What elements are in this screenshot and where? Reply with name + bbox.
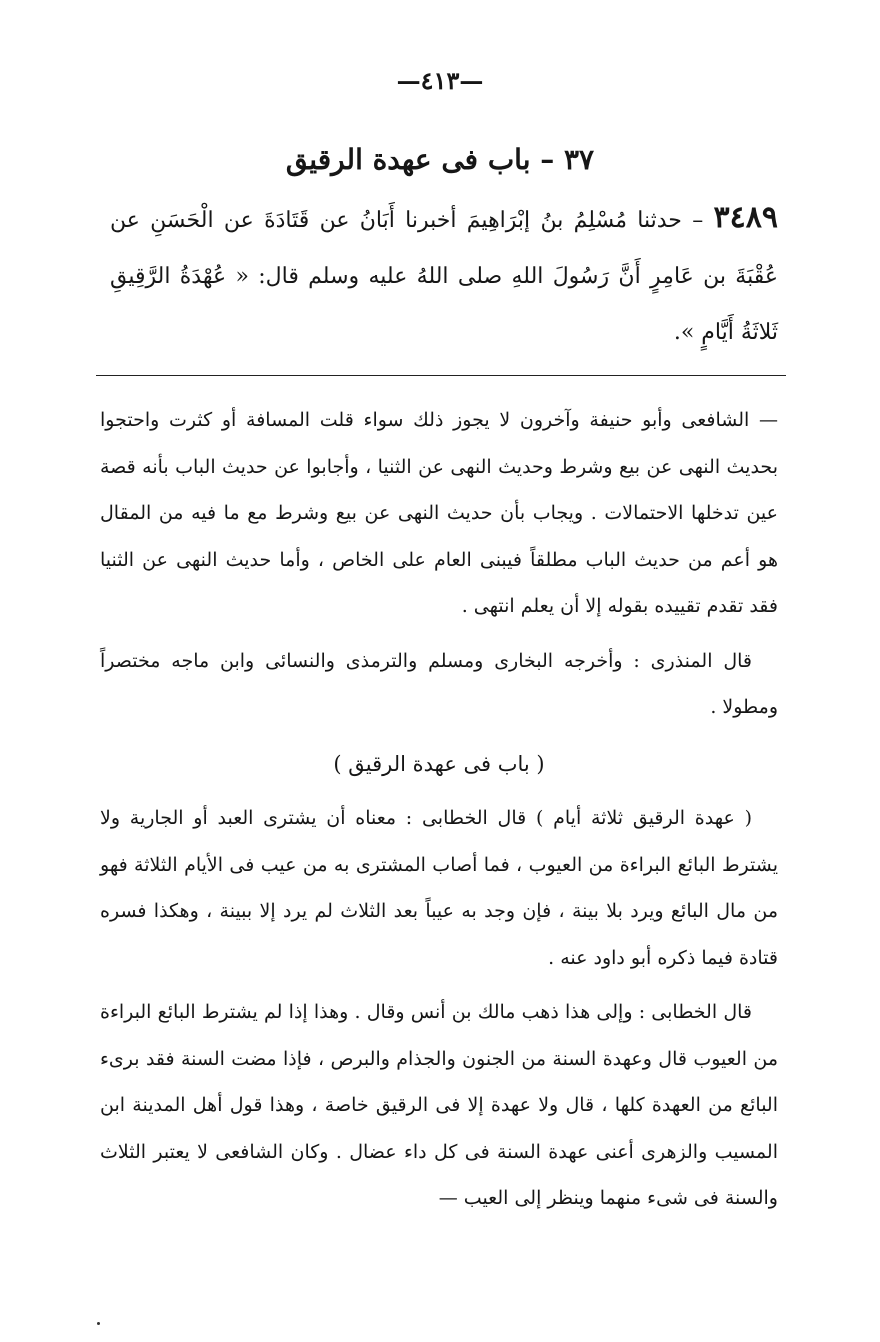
commentary-subheading: ( باب فى عهدة الرقيق ) [333,751,545,776]
commentary-paragraph-khattabi-definition: ( عهدة الرقيق ثلاثة أيام ) قال الخطابى : معناه أن يشترى العبد أو الجارية ولا يشترط البائع البراءة من العيوب ، فما أصاب المشترى به من عيب فى الأيام الثلاثة فهو من مال البائع ويرد بلا بينة ، فإن وجد به عيباً بعد الثلاث لم يرد إلا ببينة ، وهكذا فسره قتادة فيما ذكره أبو داود عنه . [100,807,778,969]
chapter-title: ٣٧ – باب فى عهدة الرقيق [285,143,595,176]
hadith-text: – حدثنا مُسْلِمُ بنُ إبْرَاهِيمَ أخبرنا أَبَانُ عن قَتَادَةَ عن الْحَسَنِ عن عُقْبَةَ بن عَامِرٍ أَنَّ رَسُولَ اللهِ صلى اللهُ عليه وسلم قال: « عُهْدَةُ الرَّقِيقِ ثَلاثَةُ أَيَّامٍ ». [110,208,778,345]
commentary-block [100,397,778,1222]
commentary-paragraph-khattabi-opinion: قال الخطابى : وإلى هذا ذهب مالك بن أنس وقال . وهذا إذا لم يشترط البائع البراءة من العيوب قال وعهدة السنة من الجنون والجذام والبرص ، فإذا مضت السنة فقد برىء البائع من العهدة كلها ، قال ولا عهدة إلا فى الرقيق خاصة ، وهذا قول أهل المدينة ابن المسيب والزهرى أعنى عهدة السنة فى كل داء عضال . وكان الشافعى لا يعتبر الثلاث والسنة فى شىء منهما وينظر إلى العيب — [100,1001,778,1209]
page-number: —٤١٣— [396,66,484,95]
commentary-paragraph-mundhiri: قال المنذرى : وأخرجه البخارى ومسلم والترمذى والنسائى وابن ماجه مختصراً ومطولا . [100,649,778,718]
footnote-divider [96,375,786,376]
commentary-paragraph-continuation: — الشافعى وأبو حنيفة وآخرون لا يجوز ذلك سواء قلت المسافة أو كثرت واحتجوا بحديث النهى عن بيع وشرط وحديث النهى عن الثنيا ، وأجابوا عن حديث الباب بأنه قصة عين تدخلها الاحتمالات . ويجاب بأن حديث النهى عن بيع وشرط مع ما فيه من المقال هو أعم من حديث الباب مطلقاً فيبنى العام على الخاص ، وأما حديث النهى عن الثنيا فقد تقدم تقييده بقوله إلا أن يعلم انتهى . [100,409,778,617]
stray-ink-dot [97,1322,100,1325]
hadith-text-block [110,190,778,361]
hadith-number: ٣٤٨٩ [713,200,778,235]
